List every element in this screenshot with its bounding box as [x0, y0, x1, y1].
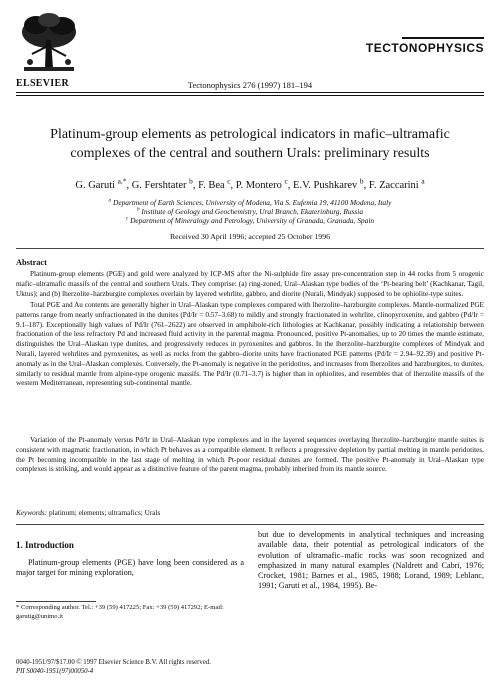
author: E.V. Pushkarev $^b$ [293, 176, 364, 191]
body-rule [16, 524, 484, 525]
header-rule [16, 92, 484, 93]
abstract-paragraph-2: Total PGE and Au contents are generally higher in Ural–Alaskan type complexes compared with lherzolite–harzburgite complexes. Mantle-normalized PGE patterns range from nearly unfractionated in the dunites (Pd/Ir = 0.57–3.68) to mildly and strongly fractionated in wehrlite, clinopyroxenite, and gabbro (Pd/Ir = 9.1–187). Exceptionally high values of Pd/Ir (761–2622) are observed in amphibole-rich lithologies at Kachkanar, possibly indicating a relationship between fractionation of the less refractory Pd and increased fluid activity in the parental magma. Pronounced, positive Pt-anomalies, up to 20 times the mantle estimate, distinguishes the Ural–Alaskan type dunites, and progressively reduces in pyroxenites and gabbros. In the lherzolite–harzburgite complexes of Mindyak and Nurali, layered wehrlites and pyroxenites, as well as rocks from the gabbro–diorite units have fractionated PGE patterns (Pd/Ir = 2.94–92.39) and positive Pt-anomaly as in the Ural–Alaskan complexes. Conversely, the Pt-anomaly is negative in the peridotites, and increases from lherzolites and harzburgites, to dunites, similarly to residual mantle from alpine-type orogenic massifs. The Pd/Ir (0.71–3.7) is higher than in ophiolites, and resembles that of lherzolite massifs of the western Mediterranean, representing sub-continental mantle. [16, 301, 484, 388]
abstract-heading: Abstract [16, 258, 47, 267]
author-list: G. Garuti $^{a,*}$, G. Fershtater $^b$, F. Bea $^c$, P. Montero $^c$, E.V. Pushkarev $^b$, F. Zaccarini $^a$ [75, 176, 425, 191]
introduction-heading: 1. Introduction [16, 540, 74, 550]
copyright-line: 0040-1951/97/$17.00 © 1997 Elsevier Science B.V. All rights reserved. [16, 659, 211, 666]
abstract-paragraph-1: Platinum-group elements (PGE) and gold were analyzed by ICP-MS after the Ni-sulphide fire assay pre-concentration step in 44 rocks from 5 orogenic mafic–ultramafic massifs of the central and southern Urals. They comprise: (a) ring-zoned, Ural–Alaskan type bodies of the ‘Pt-bearing belt’ (Kachkanar, Tagil, Uktus); and (b) lherzolite–harzburgite complexes overlain by layered wehrlite, gabbro, and diorite (Nurali, Mindyak) supposed to be ophiolite-type suites. [16, 270, 484, 298]
intro-text-left: Platinum-group elements (PGE) have long been considered as a major target for mining exploration, [16, 558, 244, 578]
keywords [16, 509, 160, 517]
author: G. Garuti $^{a,*}$ [75, 176, 127, 191]
keywords-label: Keywords: [16, 509, 48, 517]
footnote-rule [16, 601, 96, 602]
affiliation-a: $^a$ Department of Earth Sciences, University of Modena, Via S. Eufemia 19, 41100 Modena, Italy [108, 197, 392, 207]
copyright-block [16, 658, 211, 676]
header-rule-thick [16, 95, 484, 96]
author: F. Bea $^c$ [198, 176, 231, 191]
title-line-1: Platinum-group elements as petrological indicators in mafic–ultramafic [50, 127, 450, 142]
abstract-rule [16, 248, 484, 249]
publisher-name: ELSEVIER [16, 78, 69, 89]
affiliation-b: $^b$ Institute of Geology and Geochemistry, Ural Branch, Ekaterinburg, Russia [136, 206, 364, 216]
article-title [20, 125, 480, 163]
author: F. Zaccarini $^a$ [368, 176, 425, 191]
affiliation-c: $^c$ Department of Mineralogy and Petrology, University of Granada, Granada, Spain [125, 215, 375, 225]
received-dates: Received 30 April 1996; accepted 25 October 1996 [169, 232, 330, 241]
intro-text-right: but due to developments in analytical techniques and increasing available data, their potential as petrological indicators of the evolution of ultramafic–mafic rocks was soon recognized and emphasized in many natural examples (Naldrett and Cabri, 1976; Crocket, 1981; Barnes et al., 1985, 1988; Lorand, 1989; Leblanc, 1991; Garuti et al., 1984, 1995). Be- [258, 530, 484, 591]
journal-name: TECTONOPHYSICS [365, 41, 484, 55]
title-line-2: complexes of the central and southern Urals: preliminary results [70, 146, 430, 161]
author: P. Montero $^c$ [235, 176, 288, 191]
keywords-list: platinum; elements; ultramafics; Urals [48, 509, 161, 517]
abstract-paragraph-3: Variation of the Pt-anomaly versus Pd/Ir in Ural–Alaskan type complexes and in the layered sequences overlaying lherzolite–harzburgite mantle suites is consistent with magmatic fractionation, in which Pt behaves as a compatible element. It reflects a progressive depletion by partial melting in mantle peridotites, the Pt becoming incompatible in the last stage of melting in which Pt-poor residual dunites are formed. The positive Pt-anomaly in Ural–Alaskan type complexes is striking, and would appear as a distinctive feature of the parent magma, probably inherited from its mantle source. [16, 436, 484, 474]
journal-name-rule [402, 37, 484, 39]
elsevier-tree-logo [18, 10, 80, 76]
corresponding-author-footnote: * Corresponding author. Tel.: +39 (59) 417225; Fax: +39 (59) 417292; E-mail: garutig@unimo.it [16, 604, 224, 620]
journal-citation: Tectonophysics 276 (1997) 181–194 [187, 80, 313, 90]
pii-line: PII S0040-1951(97)00050-4 [16, 668, 94, 675]
author: G. Fershtater $^b$ [131, 176, 193, 191]
